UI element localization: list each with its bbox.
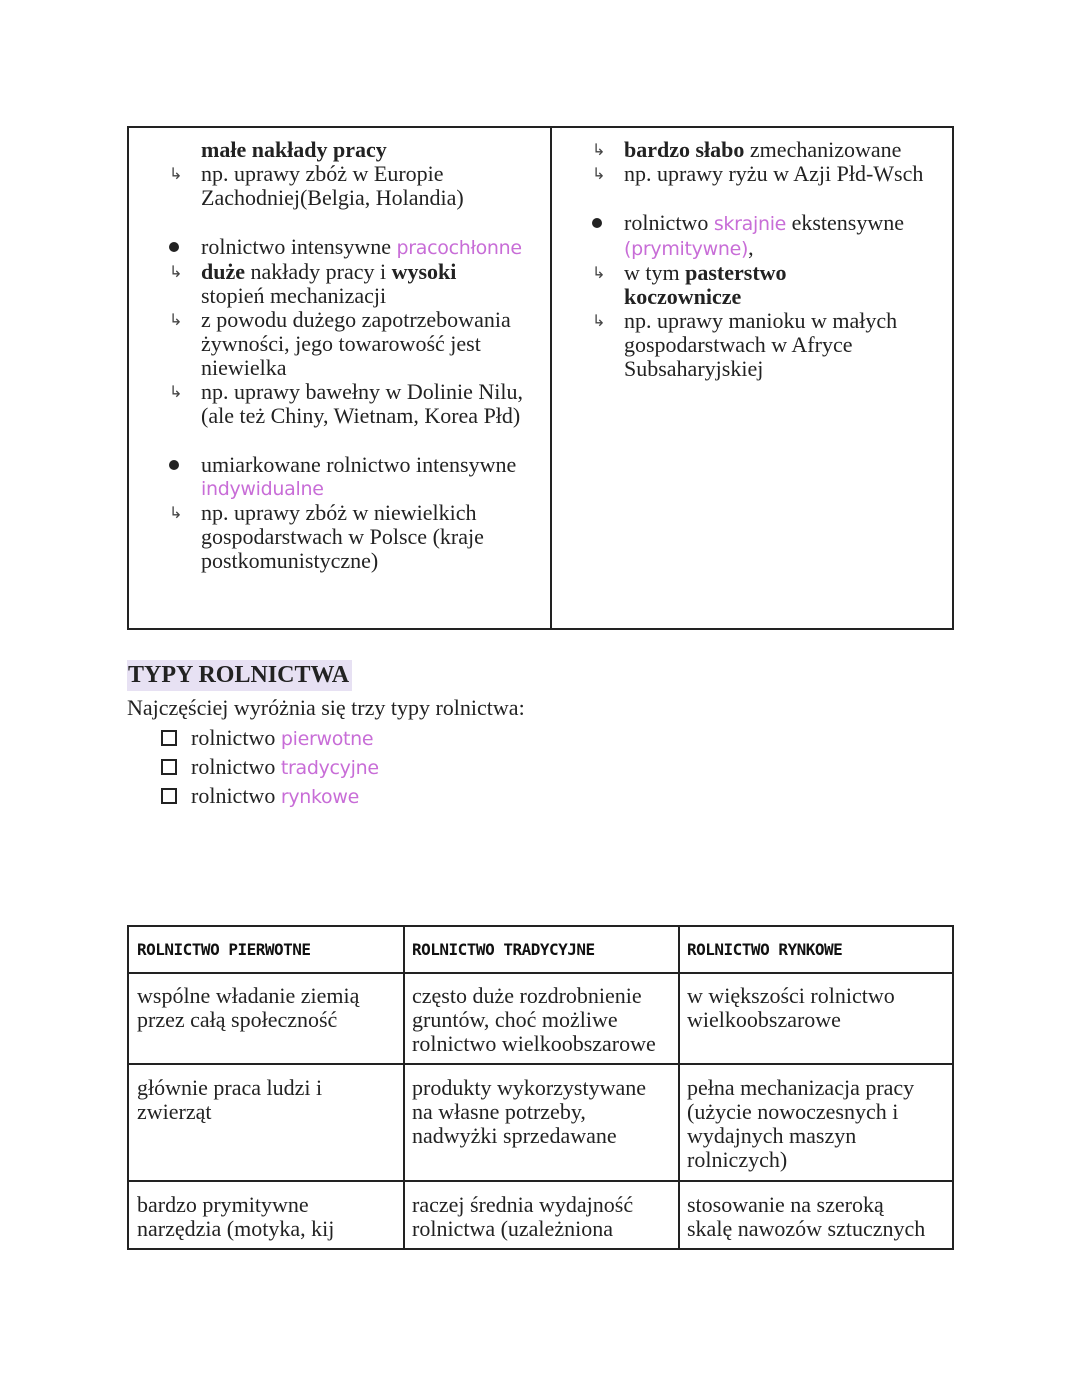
arrow-icon: ↳ bbox=[592, 263, 606, 282]
list-item bbox=[129, 162, 549, 210]
text-line: pełna mechanizacja pracy bbox=[687, 1075, 915, 1100]
text-line: np. uprawy manioku w małych bbox=[624, 308, 898, 333]
text-line: przez całą społeczność bbox=[137, 1007, 338, 1032]
bold-text: wysoki bbox=[391, 259, 457, 284]
text-line: żywności, jego towarowość jest bbox=[201, 331, 481, 356]
text-line: nadwyżki sprzedawane bbox=[412, 1123, 617, 1148]
arrow-icon: ↳ bbox=[169, 164, 183, 183]
table-divider bbox=[129, 972, 952, 974]
text-line: ekstensywne bbox=[791, 210, 904, 235]
checkbox-icon bbox=[161, 759, 177, 775]
text-line: bardzo prymitywne bbox=[137, 1192, 309, 1217]
arrow-icon: ↳ bbox=[592, 164, 606, 183]
text-line: stopień mechanizacji bbox=[201, 283, 387, 308]
list-item bbox=[129, 501, 549, 573]
table-cell bbox=[412, 1076, 646, 1148]
text-line: na własne potrzeby, bbox=[412, 1099, 586, 1124]
text-line: raczej średnia wydajność bbox=[412, 1192, 634, 1217]
list-item bbox=[129, 260, 549, 308]
bullet-icon bbox=[169, 242, 179, 252]
text-line: wielkoobszarowe bbox=[687, 1007, 841, 1032]
list-item bbox=[552, 261, 952, 309]
list-item bbox=[129, 308, 549, 380]
arrow-icon: ↳ bbox=[592, 311, 606, 330]
text-line: rolnictwo bbox=[191, 783, 276, 808]
text-line: rolniczych) bbox=[687, 1147, 788, 1172]
text-line: gruntów, choć możliwe bbox=[412, 1007, 618, 1032]
text-line: rolnictwo bbox=[191, 754, 276, 779]
bold-text: koczownicze bbox=[624, 284, 742, 309]
table-divider bbox=[129, 1180, 952, 1182]
table-cell bbox=[412, 984, 656, 1056]
text-line: skalę nawozów sztucznych bbox=[687, 1216, 926, 1241]
text-line: gospodarstwach w Polsce (kraje bbox=[201, 524, 484, 549]
text-line: , bbox=[748, 235, 754, 260]
bullet-icon bbox=[169, 460, 179, 470]
text-line: umiarkowane rolnictwo intensywne bbox=[201, 452, 517, 477]
text-line: wspólne władanie ziemią bbox=[137, 983, 360, 1008]
text-line: Subsaharyjskiej bbox=[624, 356, 764, 381]
text-line: niewielka bbox=[201, 355, 287, 380]
text-line: Zachodniej(Belgia, Holandia) bbox=[201, 185, 464, 210]
list-item bbox=[129, 235, 549, 260]
text-line: postkomunistyczne) bbox=[201, 548, 379, 573]
table-cell bbox=[137, 1076, 322, 1124]
text-line: wydajnych maszyn bbox=[687, 1123, 857, 1148]
bottom-table bbox=[127, 925, 954, 1250]
bold-text: bardzo słabo bbox=[624, 137, 745, 162]
highlight-text: indywidualne bbox=[201, 478, 324, 500]
bold-text: duże bbox=[201, 259, 245, 284]
text-line: w tym bbox=[624, 260, 680, 285]
table-divider bbox=[129, 1063, 952, 1065]
checkbox-icon bbox=[161, 730, 177, 746]
table-divider bbox=[678, 927, 680, 1248]
table-cell bbox=[412, 1193, 633, 1241]
table-cell bbox=[687, 1076, 914, 1172]
right-column bbox=[552, 138, 952, 381]
table-cell bbox=[137, 984, 359, 1032]
list-item bbox=[552, 162, 952, 186]
list-item bbox=[552, 309, 952, 381]
text-line: rolnictwo intensywne bbox=[201, 234, 392, 259]
table-cell bbox=[137, 1193, 334, 1241]
list-item bbox=[129, 453, 549, 501]
highlight-text: skrajnie bbox=[713, 213, 787, 235]
highlight-text: rynkowe bbox=[280, 786, 360, 808]
highlight-text: tradycyjne bbox=[280, 757, 379, 779]
bullet-icon bbox=[592, 218, 602, 228]
list-item bbox=[129, 138, 549, 162]
arrow-icon: ↳ bbox=[169, 310, 183, 329]
text-line: rolnictwo wielkoobszarowe bbox=[412, 1031, 656, 1056]
highlight-text: (prymitywne) bbox=[624, 238, 749, 260]
left-column bbox=[129, 138, 549, 573]
column-header: ROLNICTWO RYNKOWE bbox=[687, 940, 843, 959]
top-table bbox=[127, 126, 954, 630]
checklist-item bbox=[161, 726, 373, 751]
text-line: rolnictwo bbox=[624, 210, 709, 235]
text-line: zmechanizowane bbox=[749, 137, 902, 162]
arrow-icon: ↳ bbox=[169, 382, 183, 401]
text-line: głównie praca ludzi i bbox=[137, 1075, 323, 1100]
bold-text: małe nakłady pracy bbox=[201, 137, 387, 162]
list-item bbox=[552, 138, 952, 162]
checklist-item bbox=[161, 755, 379, 780]
text-line: (ale też Chiny, Wietnam, Korea Płd) bbox=[201, 403, 521, 428]
text-line: często duże rozdrobnienie bbox=[412, 983, 642, 1008]
arrow-icon: ↳ bbox=[169, 503, 183, 522]
text-line: stosowanie na szeroką bbox=[687, 1192, 884, 1217]
table-divider bbox=[403, 927, 405, 1248]
text-line: np. uprawy bawełny w Dolinie Nilu, bbox=[201, 379, 523, 404]
intro-text: Najczęściej wyróżnia się trzy typy rolnictwa: bbox=[127, 695, 525, 720]
text-line: w większości rolnictwo bbox=[687, 983, 895, 1008]
highlight-text: pierwotne bbox=[280, 728, 374, 750]
arrow-icon: ↳ bbox=[169, 262, 183, 281]
text-line: np. uprawy zbóż w Europie bbox=[201, 161, 444, 186]
text-line: rolnictwa (uzależniona bbox=[412, 1216, 613, 1241]
text-line: zwierząt bbox=[137, 1099, 212, 1124]
section-title: TYPY ROLNICTWA bbox=[127, 660, 352, 691]
text-line: (użycie nowoczesnych i bbox=[687, 1099, 899, 1124]
column-header: ROLNICTWO TRADYCYJNE bbox=[412, 940, 595, 959]
list-item bbox=[129, 380, 549, 428]
text-line: z powodu dużego zapotrzebowania bbox=[201, 307, 511, 332]
highlight-text: pracochłonne bbox=[396, 237, 522, 259]
checklist-item bbox=[161, 784, 359, 809]
list-item bbox=[552, 211, 952, 261]
text-line: np. uprawy zbóż w niewielkich bbox=[201, 500, 477, 525]
table-cell bbox=[687, 984, 895, 1032]
text-line: np. uprawy ryżu w Azji Płd-Wsch bbox=[624, 161, 924, 186]
text-line: nakłady pracy i bbox=[250, 259, 387, 284]
bold-text: pasterstwo bbox=[685, 260, 787, 285]
table-cell bbox=[687, 1193, 925, 1241]
checkbox-icon bbox=[161, 788, 177, 804]
text-line: produkty wykorzystywane bbox=[412, 1075, 647, 1100]
text-line: rolnictwo bbox=[191, 725, 276, 750]
column-header: ROLNICTWO PIERWOTNE bbox=[137, 940, 311, 959]
text-line: gospodarstwach w Afryce bbox=[624, 332, 853, 357]
text-line: narzędzia (motyka, kij bbox=[137, 1216, 335, 1241]
arrow-icon: ↳ bbox=[592, 140, 606, 159]
